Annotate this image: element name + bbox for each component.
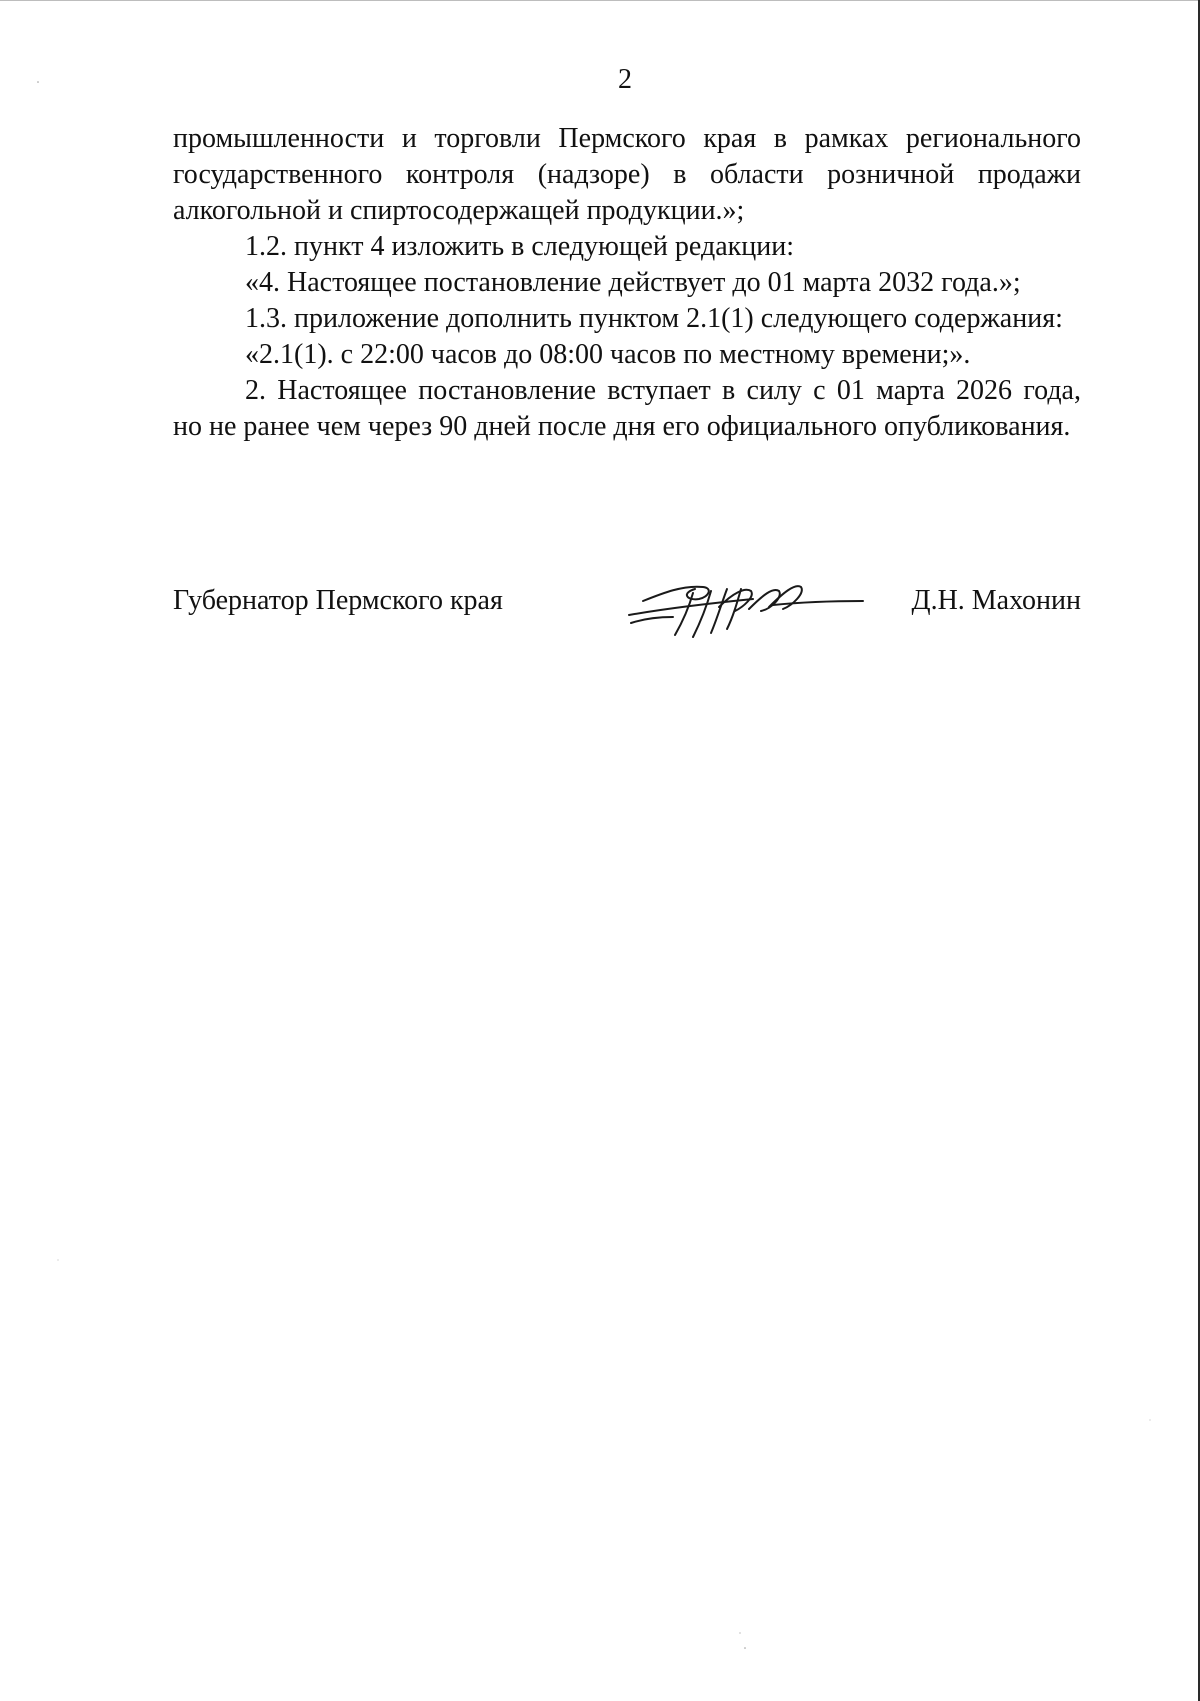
paragraph-quote-item-2-1-1 bbox=[173, 337, 1081, 373]
paragraph-item-2 bbox=[173, 373, 1081, 445]
paragraph-item-1-2 bbox=[173, 229, 1081, 265]
page-number: 2 bbox=[618, 64, 632, 95]
paragraph-continuation bbox=[173, 121, 1081, 229]
text-line: государственного контроля (надзоре) в области розничной продажи bbox=[173, 159, 1081, 190]
text-line: промышленности и торговли Пермского края в рамках регионального bbox=[173, 123, 1081, 154]
paragraph-quote-item-4 bbox=[173, 265, 1081, 301]
handwritten-signature bbox=[623, 563, 873, 643]
document-body bbox=[173, 121, 1081, 445]
paragraph-item-1-3 bbox=[173, 301, 1081, 337]
signatory-title: Губернатор Пермского края bbox=[173, 585, 503, 616]
text-line: «2.1(1). с 22:00 часов до 08:00 часов по местному времени;». bbox=[245, 339, 971, 370]
signature-block bbox=[173, 583, 1081, 663]
text-line: 2. Настоящее постановление вступает в силу с 01 марта 2026 года, bbox=[245, 375, 1081, 406]
scan-edge-top bbox=[0, 0, 1200, 1]
text-line: алкогольной и спиртосодержащей продукции.»; bbox=[173, 195, 745, 226]
text-line: но не ранее чем через 90 дней после дня его официального опубликования. bbox=[173, 411, 1071, 442]
text-line: 1.3. приложение дополнить пунктом 2.1(1) следующего содержания: bbox=[245, 303, 1063, 334]
signatory-name: Д.Н. Махонин bbox=[911, 585, 1081, 616]
text-line: «4. Настоящее постановление действует до 01 марта 2032 года.»; bbox=[245, 267, 1021, 298]
text-line: 1.2. пункт 4 изложить в следующей редакции: bbox=[245, 231, 794, 262]
